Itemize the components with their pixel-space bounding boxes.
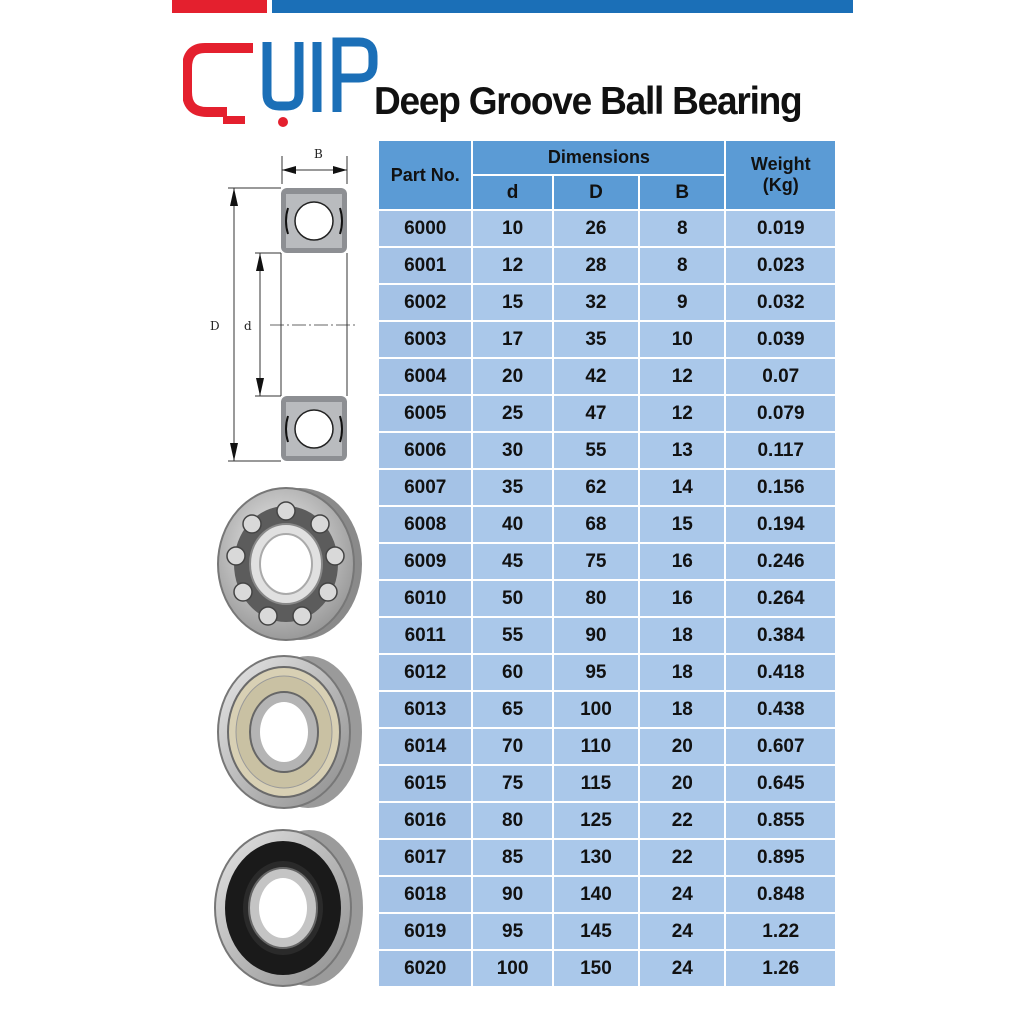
cell-d-outer: 62 xyxy=(554,470,638,505)
cell-b: 20 xyxy=(640,766,724,801)
cell-b: 22 xyxy=(640,840,724,875)
table-body xyxy=(379,211,835,986)
header-weight-line1: Weight xyxy=(750,154,811,174)
cell-d-outer: 42 xyxy=(554,359,638,394)
cell-b: 14 xyxy=(640,470,724,505)
cell-d-outer: 35 xyxy=(554,322,638,357)
header-d-inner: d xyxy=(473,176,551,209)
cell-b: 10 xyxy=(640,322,724,357)
cell-b: 12 xyxy=(640,359,724,394)
cell-b: 12 xyxy=(640,396,724,431)
cell-d: 60 xyxy=(473,655,551,690)
cell-d: 35 xyxy=(473,470,551,505)
cell-part: 6008 xyxy=(379,507,471,542)
table-row xyxy=(379,544,835,579)
cell-d-outer: 90 xyxy=(554,618,638,653)
cell-part: 6020 xyxy=(379,951,471,986)
cell-part: 6018 xyxy=(379,877,471,912)
cell-part: 6017 xyxy=(379,840,471,875)
cell-d-outer: 95 xyxy=(554,655,638,690)
cell-weight: 1.26 xyxy=(726,951,835,986)
header-weight xyxy=(726,141,835,209)
header-weight-line2: (Kg) xyxy=(762,175,799,195)
cell-d-outer: 68 xyxy=(554,507,638,542)
table-row xyxy=(379,433,835,468)
table-row xyxy=(379,507,835,542)
cell-b: 18 xyxy=(640,692,724,727)
cell-b: 8 xyxy=(640,211,724,246)
cell-d: 15 xyxy=(473,285,551,320)
cell-weight: 0.418 xyxy=(726,655,835,690)
table-row xyxy=(379,803,835,838)
quip-logo xyxy=(183,30,383,130)
table-row xyxy=(379,951,835,986)
cell-d: 40 xyxy=(473,507,551,542)
header-dimensions: Dimensions xyxy=(473,141,724,174)
cell-d-outer: 47 xyxy=(554,396,638,431)
table-row xyxy=(379,581,835,616)
cell-weight: 0.07 xyxy=(726,359,835,394)
cell-d-outer: 130 xyxy=(554,840,638,875)
cell-d-outer: 145 xyxy=(554,914,638,949)
cell-part: 6011 xyxy=(379,618,471,653)
cell-d-outer: 115 xyxy=(554,766,638,801)
page-title: Deep Groove Ball Bearing xyxy=(374,80,802,123)
cell-b: 8 xyxy=(640,248,724,283)
cell-b: 24 xyxy=(640,877,724,912)
cell-d: 30 xyxy=(473,433,551,468)
cell-weight: 0.156 xyxy=(726,470,835,505)
cell-b: 15 xyxy=(640,507,724,542)
cell-weight: 0.264 xyxy=(726,581,835,616)
cell-part: 6009 xyxy=(379,544,471,579)
cell-weight: 0.895 xyxy=(726,840,835,875)
table-row xyxy=(379,914,835,949)
rubber-seal-bearing-photo-icon xyxy=(205,826,365,990)
cell-b: 13 xyxy=(640,433,724,468)
table-row xyxy=(379,655,835,690)
cell-b: 24 xyxy=(640,914,724,949)
open-bearing-photo-icon xyxy=(208,484,366,644)
cell-part: 6004 xyxy=(379,359,471,394)
cell-d-outer: 110 xyxy=(554,729,638,764)
cell-d-outer: 75 xyxy=(554,544,638,579)
top-red-bar xyxy=(172,0,267,13)
bearing-spec-table xyxy=(377,139,837,988)
cell-d-outer: 80 xyxy=(554,581,638,616)
cell-d-outer: 26 xyxy=(554,211,638,246)
cell-part: 6000 xyxy=(379,211,471,246)
table-row xyxy=(379,729,835,764)
table-row xyxy=(379,766,835,801)
header-D-outer: D xyxy=(554,176,638,209)
cell-b: 22 xyxy=(640,803,724,838)
header-part-no: Part No. xyxy=(379,141,471,209)
cell-d: 95 xyxy=(473,914,551,949)
cell-part: 6006 xyxy=(379,433,471,468)
cell-weight: 0.645 xyxy=(726,766,835,801)
cell-weight: 0.023 xyxy=(726,248,835,283)
cell-d: 45 xyxy=(473,544,551,579)
cell-part: 6016 xyxy=(379,803,471,838)
cell-weight: 0.117 xyxy=(726,433,835,468)
cell-d: 90 xyxy=(473,877,551,912)
cell-d: 50 xyxy=(473,581,551,616)
cell-weight: 0.246 xyxy=(726,544,835,579)
cell-d: 70 xyxy=(473,729,551,764)
cell-weight: 0.848 xyxy=(726,877,835,912)
cell-d: 100 xyxy=(473,951,551,986)
metal-shield-bearing-photo-icon xyxy=(208,652,364,812)
label-B: B xyxy=(314,148,323,161)
cell-weight: 0.194 xyxy=(726,507,835,542)
cell-part: 6019 xyxy=(379,914,471,949)
cell-d: 12 xyxy=(473,248,551,283)
cell-weight: 0.607 xyxy=(726,729,835,764)
cell-d: 10 xyxy=(473,211,551,246)
cell-part: 6013 xyxy=(379,692,471,727)
cell-b: 16 xyxy=(640,581,724,616)
table-row xyxy=(379,692,835,727)
header-B-width: B xyxy=(640,176,724,209)
cell-part: 6002 xyxy=(379,285,471,320)
cell-d-outer: 150 xyxy=(554,951,638,986)
cell-d-outer: 125 xyxy=(554,803,638,838)
table-row xyxy=(379,285,835,320)
cell-b: 16 xyxy=(640,544,724,579)
cell-part: 6001 xyxy=(379,248,471,283)
cell-b: 18 xyxy=(640,655,724,690)
cell-d: 20 xyxy=(473,359,551,394)
cell-part: 6007 xyxy=(379,470,471,505)
cell-d-outer: 55 xyxy=(554,433,638,468)
cell-weight: 0.384 xyxy=(726,618,835,653)
cell-b: 24 xyxy=(640,951,724,986)
cell-d: 85 xyxy=(473,840,551,875)
cell-weight: 0.039 xyxy=(726,322,835,357)
table-row xyxy=(379,877,835,912)
cell-d-outer: 28 xyxy=(554,248,638,283)
cell-part: 6005 xyxy=(379,396,471,431)
cell-d: 65 xyxy=(473,692,551,727)
top-blue-bar xyxy=(272,0,853,13)
cell-b: 18 xyxy=(640,618,724,653)
table-row xyxy=(379,322,835,357)
cell-d-outer: 100 xyxy=(554,692,638,727)
table-row xyxy=(379,248,835,283)
label-D: D xyxy=(210,319,220,333)
cell-b: 20 xyxy=(640,729,724,764)
cell-part: 6015 xyxy=(379,766,471,801)
table-row xyxy=(379,359,835,394)
cell-weight: 0.079 xyxy=(726,396,835,431)
bearing-cross-section-diagram xyxy=(200,148,365,468)
cell-part: 6014 xyxy=(379,729,471,764)
cell-weight: 1.22 xyxy=(726,914,835,949)
table-row xyxy=(379,470,835,505)
cell-d-outer: 32 xyxy=(554,285,638,320)
cell-weight: 0.032 xyxy=(726,285,835,320)
cell-d: 17 xyxy=(473,322,551,357)
table-row xyxy=(379,211,835,246)
cell-weight: 0.855 xyxy=(726,803,835,838)
cell-part: 6003 xyxy=(379,322,471,357)
cell-weight: 0.438 xyxy=(726,692,835,727)
cell-weight: 0.019 xyxy=(726,211,835,246)
cell-d: 55 xyxy=(473,618,551,653)
cell-d: 80 xyxy=(473,803,551,838)
table-row xyxy=(379,840,835,875)
cell-part: 6010 xyxy=(379,581,471,616)
table-row xyxy=(379,396,835,431)
label-d: d xyxy=(244,319,252,333)
cell-d: 75 xyxy=(473,766,551,801)
cell-d-outer: 140 xyxy=(554,877,638,912)
cell-d: 25 xyxy=(473,396,551,431)
cell-part: 6012 xyxy=(379,655,471,690)
cell-b: 9 xyxy=(640,285,724,320)
table-row xyxy=(379,618,835,653)
